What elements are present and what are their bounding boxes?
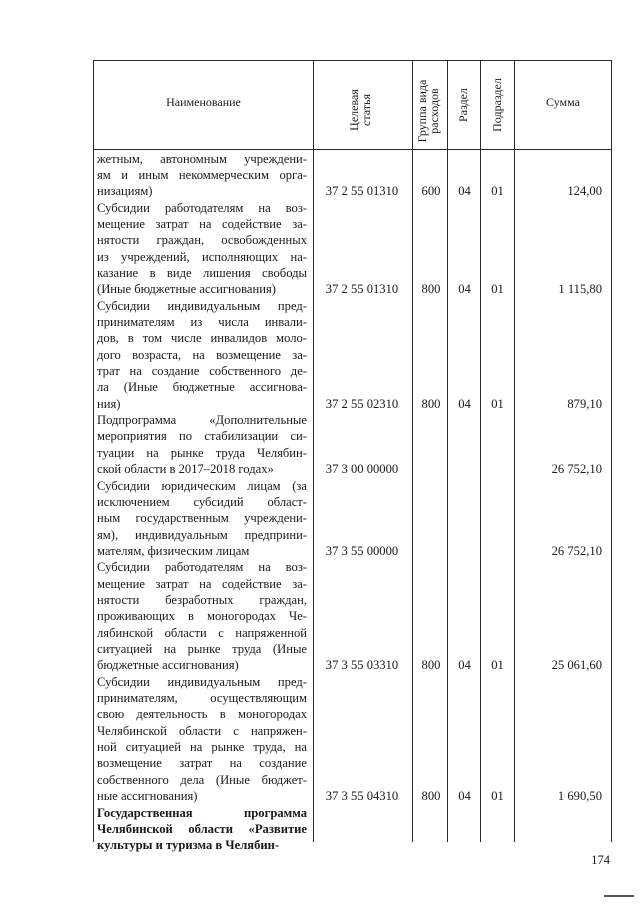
row-3-sum: 879,10 [567,396,602,411]
row-6-name-line: мещение затрат на содействие за- [97,576,307,591]
row-6-name-line: лябинской области с напряженной [97,625,307,640]
row-7-subsection: 01 [491,789,504,804]
row-5-name-line: исключением субсидий област- [97,494,307,509]
column-divider-name [313,60,314,842]
page-number: 174 [591,853,610,867]
row-7-name-line: Челябинской области с напряжен- [97,723,307,738]
row-2-name-line: из учреждений, исполняющих на- [97,249,307,264]
row-6-sum: 25 061,60 [551,658,602,673]
row-3-name-line: дов, в том числе инвалидов моло- [97,331,307,346]
row-6-name-line: нятости безработных граждан, [97,592,307,607]
header-group-line-1: Группа вида [415,79,429,143]
row-1-name-line: ям и иным некоммерческим орга- [97,167,307,182]
row-6-name-line: ситуацией на рынке труда (Иные [97,642,307,656]
header-name: Наименование [166,95,241,109]
row-2-subsection: 01 [491,282,504,297]
row-1-sum: 124,00 [567,184,602,199]
header-code-line-2: статья [359,94,373,126]
row-3-group: 800 [421,396,441,411]
row-8-name-line: культуры и туризма в Челябин- [97,838,280,853]
row-6-name-line: проживающих в моногородах Че- [97,609,307,624]
header-sum: Сумма [546,95,580,109]
row-7-sum: 1 690,50 [557,789,602,804]
row-3-name-line: ния) [97,396,121,411]
row-2-name-line: казание в виде лишения свободы [97,265,307,280]
row-2-name-line: нятости граждан, освобожденных [97,233,307,248]
row-1-section: 04 [458,184,471,199]
row-7-name-line: ные ассигнования) [97,789,198,804]
row-5-name-line: мателям, физическим лицам [97,543,250,558]
row-2-name-line: (Иные бюджетные ассигнования) [97,282,276,297]
table-right-border [611,60,612,842]
row-5-code: 37 3 55 00000 [325,543,399,558]
column-divider-section [480,60,481,842]
row-6-name-line: бюджетные ассигнования) [97,658,239,673]
row-7-name-line: собственного дела (Иные бюджет- [97,772,307,787]
row-7-name-line: принимателям, осуществляющим [97,691,307,706]
row-2-sum: 1 115,80 [558,282,602,297]
row-5-name-line: Субсидии юридическим лицам (за [97,478,307,493]
row-2-name-line: Субсидии работодателям на воз- [97,200,307,215]
row-3-name-line: трат на создание собственного де- [97,364,307,379]
row-3-name-line: дого возраста, на возмещение за- [97,347,307,362]
row-4-name-line: туации на рынке труда Челябин- [97,445,307,460]
header-subsection: Подраздел [490,78,504,132]
row-2-group: 800 [421,282,441,297]
row-3-name-line: принимателям из числа инвали- [97,315,307,329]
row-1-name-line: жетным, автономным учреждени- [97,151,307,166]
row-7-name-line: ной ситуацией на рынке труда, на [97,740,307,755]
row-1-name-line: низациям) [97,184,153,199]
row-4-sum: 26 752,10 [551,462,602,477]
row-6-subsection: 01 [491,658,504,673]
column-divider-group [447,60,448,842]
row-4-name-line: мероприятия по стабилизации си- [97,429,307,444]
row-3-name-line: Субсидии индивидуальным пред- [97,298,307,313]
row-2-name-line: мещение затрат на содействие за- [97,216,307,231]
column-divider-code [412,60,413,842]
row-7-name-line: возмещение затрат на создание [97,756,307,771]
row-6-section: 04 [458,658,471,673]
row-4-name-line: ской области в 2017–2018 годах» [97,462,274,477]
header-code-line-1: Целевая [347,89,361,131]
row-5-name-line: ям), индивидуальным предприни- [97,527,307,542]
header-code [348,66,376,154]
row-1-code: 37 2 55 01310 [325,184,399,199]
header-section: Раздел [456,88,470,122]
row-3-code: 37 2 55 02310 [325,396,399,411]
row-8-name-line: Челябинской области «Развитие [97,821,307,836]
row-4-code: 37 3 00 00000 [325,462,399,477]
row-1-subsection: 01 [491,184,504,199]
row-1-group: 600 [421,184,441,199]
row-6-code: 37 3 55 03310 [325,658,399,673]
header-group-line-2: расходов [427,88,441,134]
row-8-name-line: Государственная программа [97,805,307,820]
row-7-section: 04 [458,789,471,804]
row-6-name-line: Субсидии работодателям на воз- [97,560,307,575]
column-divider-subsection [514,60,515,842]
row-6-group: 800 [421,658,441,673]
header-group [416,64,444,158]
row-7-group: 800 [421,789,441,804]
row-4-name-line: Подпрограмма «Дополнительные [97,413,307,428]
row-7-name-line: свою деятельность в моногородах [97,707,307,722]
row-7-code: 37 3 55 04310 [325,789,399,804]
row-3-name-line: ла (Иные бюджетные ассигнова- [97,380,307,395]
page-corner-mark [604,895,634,897]
table-top-border [93,60,612,61]
row-2-section: 04 [458,282,471,297]
row-7-name-line: Субсидии индивидуальным пред- [97,674,307,689]
row-3-section: 04 [458,396,471,411]
row-5-name-line: ным государственным учреждени- [97,511,307,526]
row-2-code: 37 2 55 01310 [325,282,399,297]
table-left-border [93,60,94,842]
row-3-subsection: 01 [491,396,504,411]
row-5-sum: 26 752,10 [551,543,602,558]
